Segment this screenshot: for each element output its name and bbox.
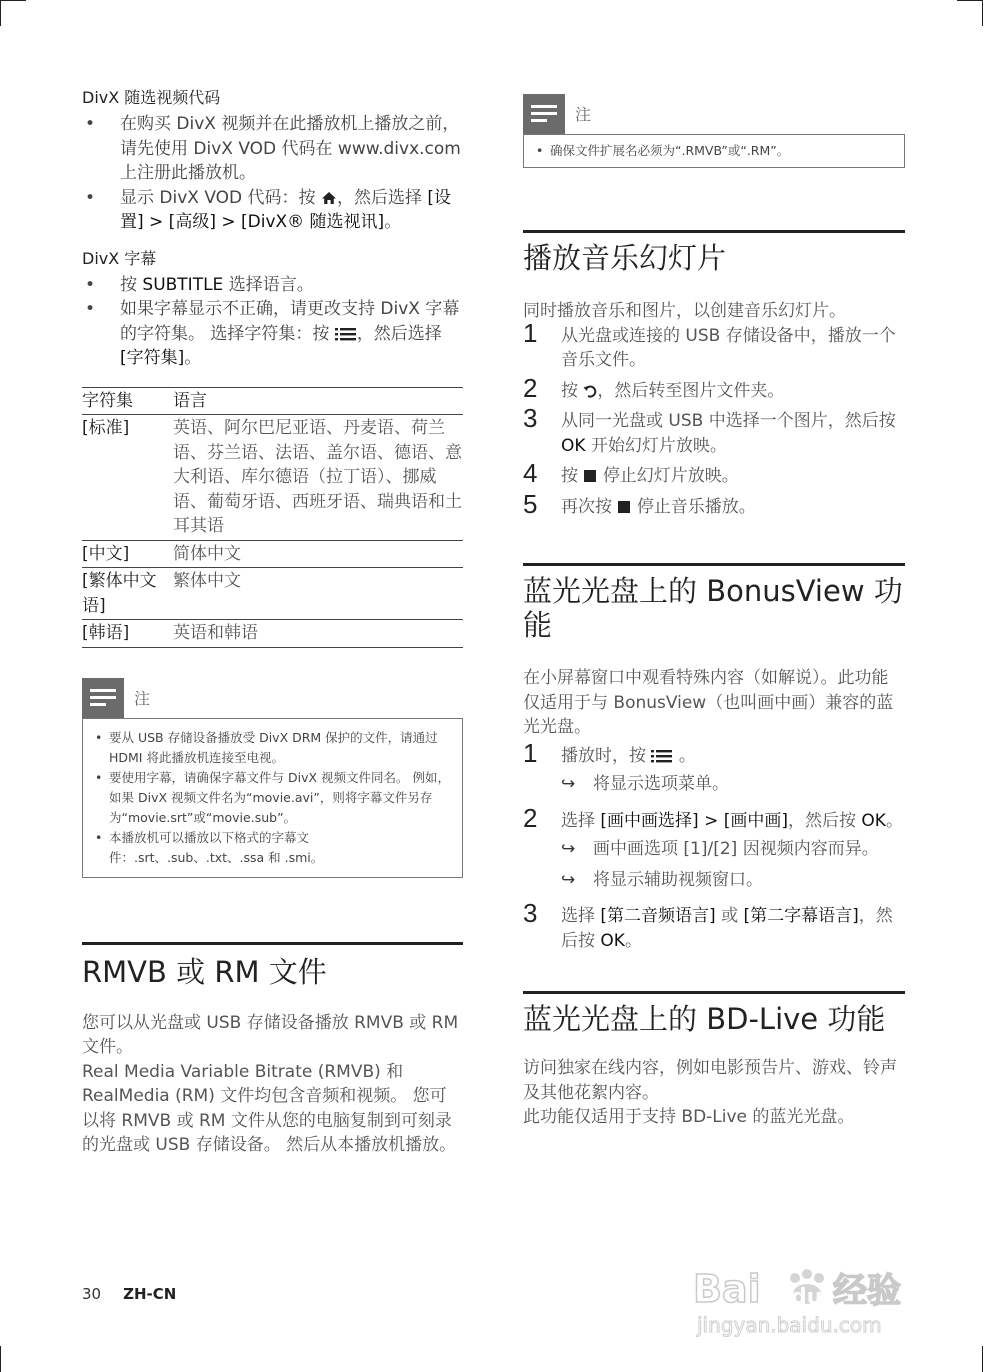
key-label: OK [861, 810, 886, 831]
divx-subtitle-list [82, 273, 463, 371]
svg-text:Bai: Bai [693, 1267, 761, 1311]
step-text: 按 [561, 466, 578, 486]
step-text: 。 [624, 930, 642, 951]
note-box-drm [82, 678, 463, 878]
options-menu-icon [335, 327, 357, 341]
note-header [523, 94, 905, 134]
paragraph: 访问独家在线内容，例如电影预告片、游戏、铃声及其他花絮内容。 [523, 1058, 897, 1103]
column-header: 字符集 [82, 387, 173, 415]
divx-vod-heading: DivX 随选视频代码 [82, 88, 221, 107]
page-number: 30 [82, 1285, 102, 1303]
rmvb-section [82, 942, 463, 1158]
section-title: 蓝光光盘上的 BonusView 功能 [523, 563, 905, 642]
baidu-watermark [693, 1260, 923, 1340]
step-text: 播放时，按 [561, 745, 646, 766]
note-icon [523, 94, 565, 134]
step-list [523, 317, 905, 520]
options-menu-icon [651, 749, 673, 763]
result-text: 将显示选项菜单。 [593, 774, 729, 794]
step-text: 从光盘或连接的 USB 存储设备中，播放一个音乐文件。 [561, 325, 896, 370]
charset-cell: [中文] [82, 540, 173, 568]
note-title: 注 [575, 105, 592, 124]
crop-mark [957, 0, 983, 1]
text: 如果字幕显示不正确，请更改支持 DivX 字幕的字符集。 选择字符集：按 [120, 299, 460, 344]
step-number: 5 [523, 488, 538, 519]
step [523, 802, 905, 893]
divx-vod-list [82, 112, 463, 235]
stop-icon [617, 500, 631, 514]
result-arrow-icon: ↪ [561, 774, 576, 794]
step-text: 按 [561, 380, 578, 401]
svg-text:经验: 经验 [833, 1271, 901, 1311]
result-text: 画中画选项 [1]/[2] 因视频内容而异。 [593, 839, 879, 859]
paragraph: 您可以从光盘或 USB 存储设备播放 RMVB 或 RM 文件。 [82, 1012, 459, 1057]
note-box-rmvb [523, 94, 905, 168]
step-text: 选择 [561, 906, 601, 926]
step-result [561, 837, 905, 862]
section-title: 蓝光光盘上的 BD-Live 功能 [523, 991, 905, 1036]
note-title: 注 [134, 688, 151, 708]
result-text: 将显示辅助视频窗口。 [593, 869, 763, 890]
step-text: 选择 [561, 810, 601, 831]
stop-icon [583, 469, 597, 483]
result-arrow-icon: ↪ [561, 869, 576, 890]
step-number: 2 [523, 802, 538, 833]
step-result [561, 772, 905, 797]
text: 。 [384, 212, 402, 232]
paragraph: 同时播放音乐和图片，以创建音乐幻灯片。 [523, 301, 846, 321]
step-text: 再次按 [561, 496, 612, 517]
step-number: 4 [523, 458, 538, 488]
text: 按 [120, 274, 143, 295]
language-cell: 简体中文 [173, 540, 463, 568]
list-item: • 确保文件扩展名必须为“.RMVB”或“.RM”。 [536, 141, 894, 161]
key-label: OK [600, 930, 625, 951]
crop-mark [0, 0, 26, 1]
table-row [82, 415, 463, 541]
result-arrow-icon: ↪ [561, 839, 576, 859]
menu-path: [画中画选择] > [画中画] [600, 810, 788, 831]
slideshow-section [523, 230, 905, 519]
step-number: 1 [523, 317, 538, 348]
paragraph: Real Media Variable Bitrate (RMVB) 和 RealMedia (RM) 文件均包含音频和视频。 您可以将 RMVB 或 RM 文件从您的电脑复制到可刻录的光盘或 USB 存储设备。 然后从本播放机播放。 [82, 1061, 457, 1155]
left-column [82, 86, 463, 1158]
svg-text:jingyan.baidu.com: jingyan.baidu.com [697, 1313, 882, 1337]
step-text: 停止音乐播放。 [636, 496, 756, 517]
menu-path: [字符集] [120, 348, 185, 368]
note-icon [82, 678, 124, 718]
step-text: 开始幻灯片放映。 [585, 435, 727, 456]
column-header: 语言 [173, 387, 463, 415]
list-item: • 在购买 DivX 视频并在此播放机上播放之前，请先使用 DivX VOD 代码在 www.divx.com 上注册此播放机。 [82, 112, 463, 186]
note-content [82, 718, 463, 878]
menu-path: [第二字幕语言] [743, 906, 859, 926]
step [523, 403, 905, 458]
page-footer [82, 1285, 176, 1303]
step-text: 从同一光盘或 USB 中选择一个图片，然后按 [561, 411, 896, 431]
table-row [82, 568, 463, 620]
list-item [82, 273, 463, 298]
text: 选择语言。 [223, 274, 314, 295]
step [523, 458, 905, 489]
language-cell: 繁体中文 [173, 568, 463, 620]
step-text: ，然后转至图片文件夹。 [597, 380, 785, 401]
step [523, 898, 905, 953]
language-code: ZH-CN [123, 1285, 177, 1303]
menu-path: [设置] > [高级] > [DivX® 随选视讯] [120, 187, 451, 232]
list-item: • 本播放机可以播放以下格式的字幕文件：.srt、.sub、.txt、.ssa 和 .smi。 [95, 828, 452, 868]
menu-path: [第二音频语言] [600, 906, 716, 926]
step [523, 488, 905, 520]
divx-subtitle-heading: DivX 字幕 [82, 248, 157, 268]
language-cell: 英语、阿尔巴尼亚语、丹麦语、荷兰语、芬兰语、法语、盖尔语、德语、意大利语、库尔德语（拉丁语）、挪威语、葡萄牙语、西班牙语、瑞典语和土耳其语 [173, 415, 463, 541]
step [523, 317, 905, 373]
step [523, 737, 905, 797]
key-label: OK [561, 435, 586, 456]
list-item: • 要使用字幕，请确保字幕文件与 DivX 视频文件同名。 例如，如果 DivX 视频文件名为“movie.avi”，则将字幕文件另存为“movie.srt”或“movie.sub”。 [95, 768, 452, 828]
paragraph: 此功能仅适用于支持 BD-Live 的蓝光光盘。 [523, 1107, 855, 1127]
step-text: 。 [678, 745, 696, 766]
list-item [82, 297, 463, 371]
step [523, 372, 905, 404]
text: 显示 DivX VOD 代码：按 [120, 187, 316, 208]
table-row [82, 540, 463, 568]
step-text: 停止幻灯片放映。 [602, 466, 739, 486]
right-column [523, 94, 905, 1130]
crop-mark [0, 0, 1, 26]
charset-table [82, 387, 463, 648]
step-number: 3 [523, 403, 538, 433]
table-header-row [82, 387, 463, 415]
charset-cell: [标准] [82, 415, 173, 541]
svg-text:du: du [791, 1285, 823, 1310]
section-title: 播放音乐幻灯片 [523, 230, 905, 275]
step-text: 或 [715, 906, 744, 926]
step-number: 1 [523, 737, 538, 768]
baidu-logo-icon [693, 1260, 923, 1340]
text: 。 [184, 348, 202, 368]
note-content [523, 134, 905, 168]
step-result [561, 868, 905, 893]
step-text: ，然后按 [561, 906, 893, 951]
table-row [82, 620, 463, 648]
step-number: 2 [523, 372, 538, 403]
home-icon [321, 191, 337, 205]
list-item: • 要从 USB 存储设备播放受 DivX DRM 保护的文件，请通过 HDMI 将此播放机连接至电视。 [95, 728, 452, 768]
bdlive-section [523, 991, 905, 1130]
list-item [82, 186, 463, 235]
note-header [82, 678, 463, 718]
language-cell: 英语和韩语 [173, 620, 463, 648]
step-text: 。 [885, 810, 903, 831]
text: ，然后选择 [356, 323, 442, 344]
step-number: 3 [523, 898, 538, 928]
paragraph: 在小屏幕窗口中观看特殊内容（如解说）。此功能仅适用于与 BonusView（也叫画中画）兼容的蓝光光盘。 [523, 668, 894, 737]
text: ，然后选择 [336, 187, 428, 208]
step-text: ，然后按 [788, 810, 862, 831]
section-title: RMVB 或 RM 文件 [82, 942, 463, 989]
charset-cell: [繁体中文语] [82, 568, 173, 620]
charset-cell: [韩语] [82, 620, 173, 648]
back-icon [583, 384, 597, 398]
key-label: SUBTITLE [142, 274, 224, 295]
bonusview-section [523, 563, 905, 953]
crop-mark [0, 1346, 1, 1372]
